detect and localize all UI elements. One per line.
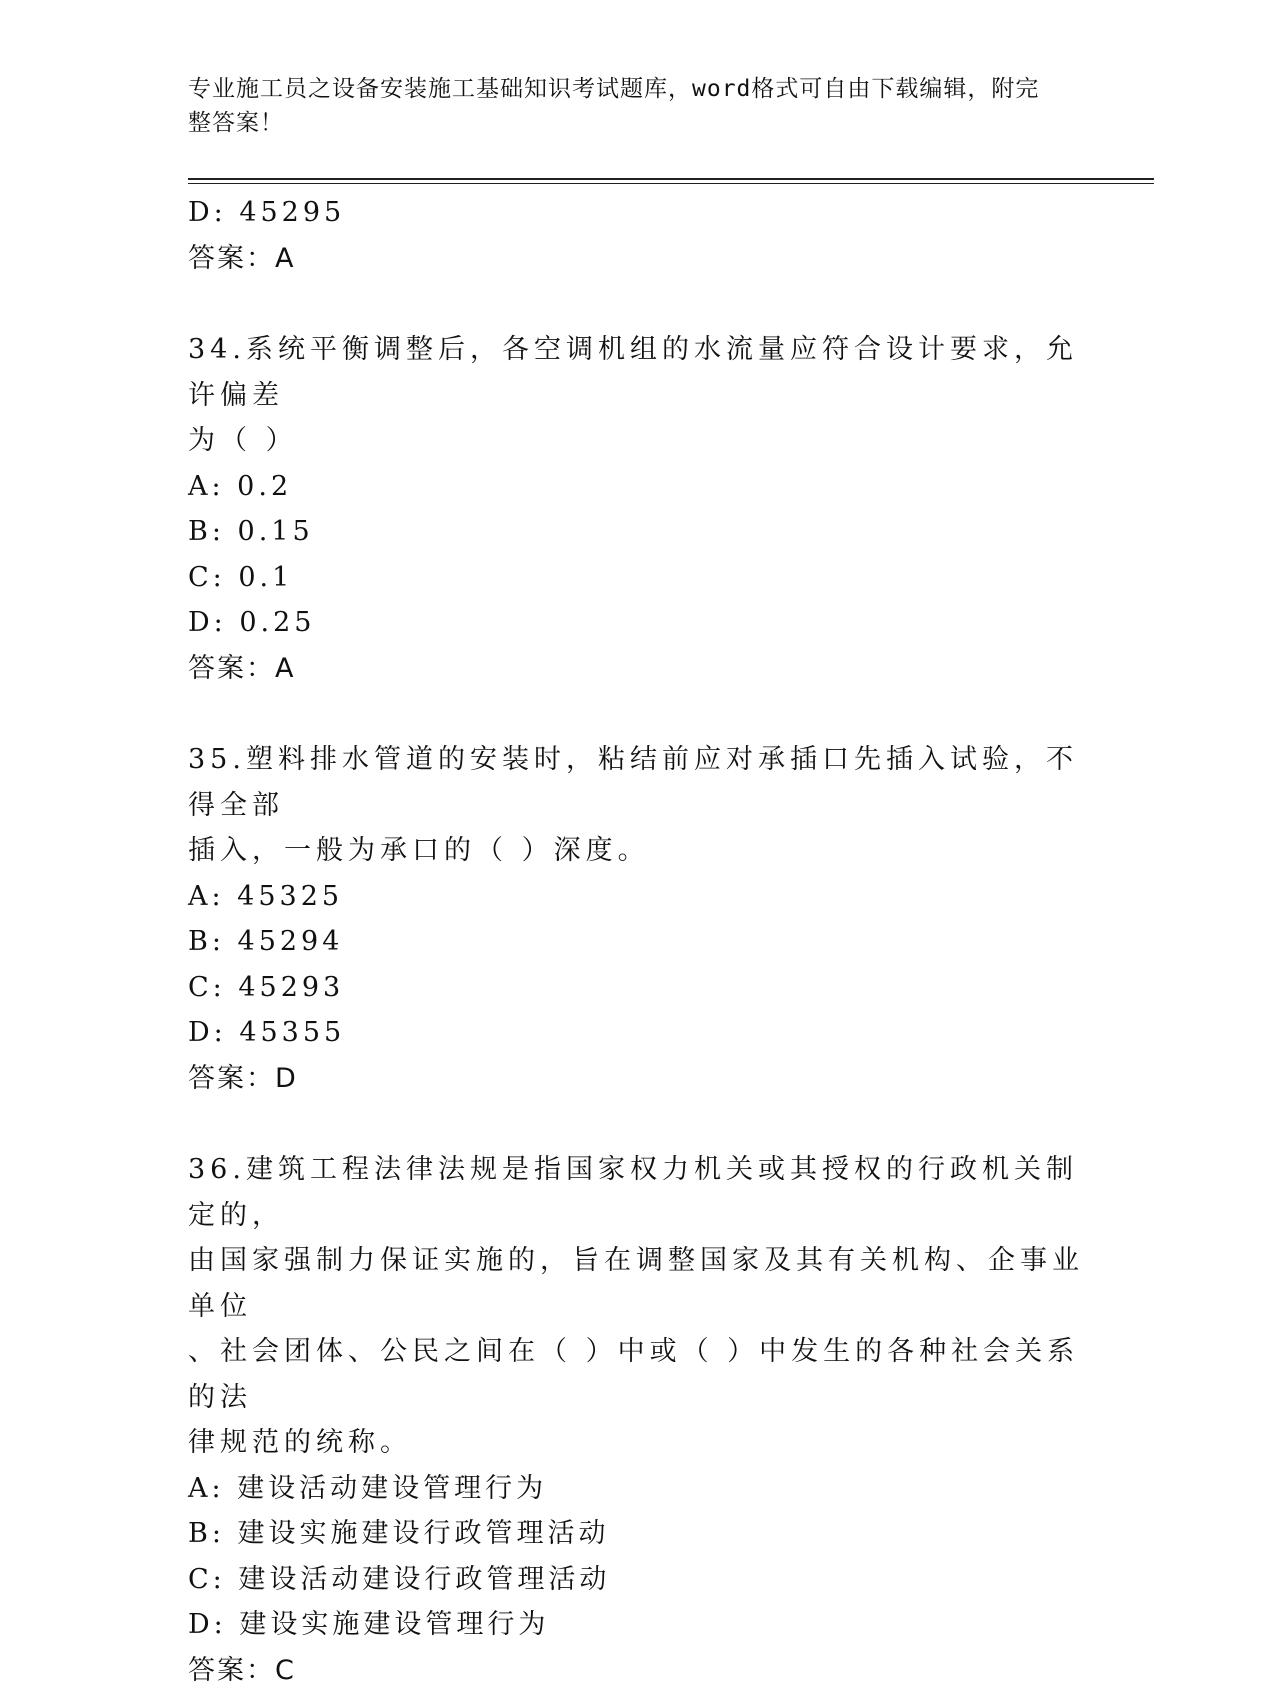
option-d: D: 建设实施建设管理行为 [188,1602,1088,1648]
question-34 [188,327,1088,691]
question-stem: 律规范的统称。 [188,1420,1088,1466]
header-title-line-1: 专业施工员之设备安装施工基础知识考试题库，word格式可自由下载编辑，附完 [188,72,1068,106]
question-33-tail [188,190,1088,281]
question-stem: 34.系统平衡调整后，各空调机组的水流量应符合设计要求，允许偏差 [188,327,1088,418]
question-stem: 36.建筑工程法律法规是指国家权力机关或其授权的行政机关制定的， [188,1147,1088,1238]
question-stem: 由国家强制力保证实施的，旨在调整国家及其有关机构、企事业单位 [188,1238,1088,1329]
option-c: C: 建设活动建设行政管理活动 [188,1557,1088,1603]
option-b: B: 0.15 [188,509,1088,555]
answer-line: 答案：A [188,646,1088,692]
question-stem: 、社会团体、公民之间在（ ）中或（ ）中发生的各种社会关系的法 [188,1329,1088,1420]
option-c: C: 45293 [188,965,1088,1011]
header-divider-thick [188,178,1154,180]
question-stem: 35.塑料排水管道的安装时，粘结前应对承插口先插入试验，不得全部 [188,737,1088,828]
option-b: B: 45294 [188,919,1088,965]
header-divider-thin [188,183,1154,184]
option-a: A: 0.2 [188,464,1088,510]
document-header [188,72,1068,140]
option-d: D: 0.25 [188,600,1088,646]
answer-line: 答案：C [188,1648,1088,1693]
question-stem: 插入，一般为承口的（ ）深度。 [188,828,1088,874]
answer-line: 答案：A [188,236,1088,282]
question-stem: 为（ ） [188,418,1088,464]
question-35 [188,737,1088,1101]
answer-line: 答案：D [188,1056,1088,1102]
question-36 [188,1147,1088,1693]
option-b: B: 建设实施建设行政管理活动 [188,1511,1088,1557]
option-a: A: 建设活动建设管理行为 [188,1466,1088,1512]
header-title-line-2: 整答案！ [188,106,1068,140]
option-c: C: 0.1 [188,555,1088,601]
question-list [188,190,1088,1693]
option-a: A: 45325 [188,874,1088,920]
option-d: D: 45295 [188,190,1088,236]
option-d: D: 45355 [188,1010,1088,1056]
